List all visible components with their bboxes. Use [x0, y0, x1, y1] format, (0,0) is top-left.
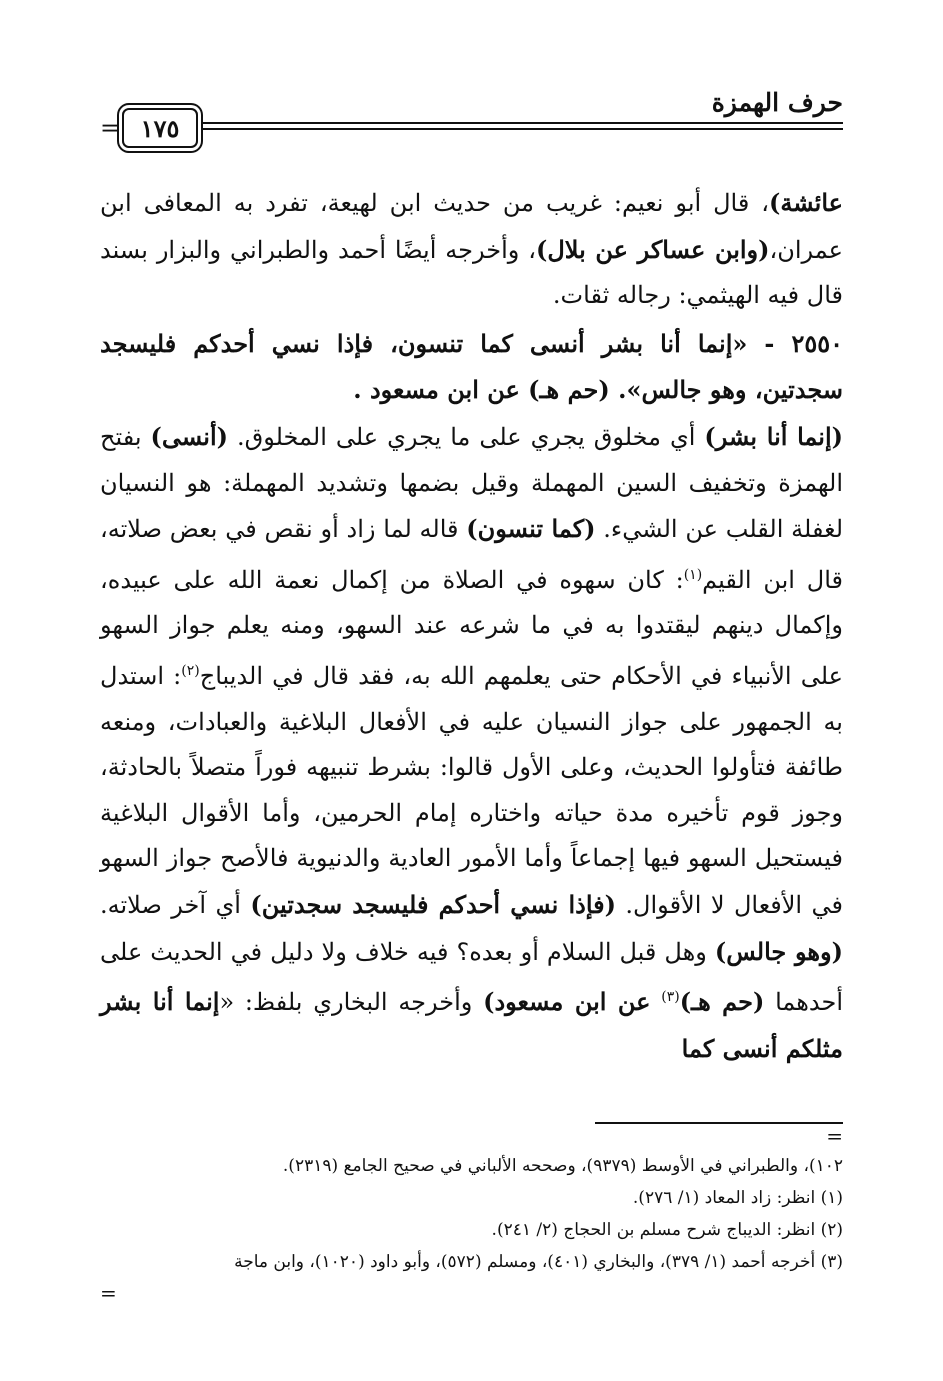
hadith-entry	[100, 321, 843, 414]
text-run: : كان سهوه في الصلاة من إكمال نعمة الله على عبيده، وإكمال دينهم ليقتدوا به في ما شرعه عند السهو، ومنه يعلم جواز السهو على الأنبياء في الأحكام حتى يعلمهم الله به، فقد قال في الديباج	[100, 565, 843, 690]
source-abbrev: (حم هـ)	[679, 987, 765, 1017]
quoted-phrase: (فإذا نسي أحدكم فليسجد سجدتين)	[250, 889, 616, 919]
text-run: أي آخر صلاته.	[100, 890, 251, 919]
commentary-paragraph	[100, 414, 843, 1072]
text-run: وأخرجه البخاري بلفظ: «	[219, 988, 484, 1017]
text-run: أي مخلوق يجري على ما يجري على المخلوق.	[228, 422, 705, 451]
footnote-end-mark: =	[100, 1281, 117, 1305]
quoted-phrase: (وهو جالس)	[714, 936, 843, 966]
paragraph-continuation	[100, 180, 843, 319]
footnote-continuation-mark: =	[826, 1124, 843, 1148]
text-run: ، وأخرجه أيضًا أحمد والطبراني والبزار بسند قال فيه الهيثمي: رجاله ثقات.	[100, 235, 843, 310]
quoted-phrase: (إنما أنا بشر)	[704, 421, 843, 451]
footnote-ref-3: (٣)	[661, 989, 680, 1006]
text-run: ، قال أبو نعيم: غريب من حديث ابن لهيعة، تفرد به المعافى ابن عمران،	[100, 189, 843, 264]
text-run: : استدل به الجمهور على جواز النسيان عليه في الأفعال البلاغية والعبادات، ومنعه طائفة فتأولوا الحديث، وعلى الأول قالوا: بشرط تنبيهه فوراً متصلاً بالحادثة، وجوز قوم تأخيره مدة حياته واختاره إمام الحرمين، وأما الأقوال البلاغية فيستحيل السهو فيها إجماعاً وأما الأمور العادية والدنيوية فالأصح جواز السهو في الأفعال لا الأقوال.	[100, 661, 844, 919]
bold-phrase: عائشة)	[769, 188, 843, 217]
footnote-3: (٣) أخرجه أحمد (١/ ٣٧٩)، والبخاري (٤٠١)، ومسلم (٥٧٢)، وأبو داود (١٠٢٠)، وابن ماجة	[234, 1252, 843, 1272]
footnote-continued: ١٠٢)، والطبراني في الأوسط (٩٣٧٩)، وصححه الألباني في صحيح الجامع (٢٣١٩).	[282, 1156, 843, 1176]
bold-phrase: (وابن عساكر عن بلال)	[535, 234, 770, 264]
footnote-separator	[595, 1122, 843, 1124]
page-number: ١٧٥	[122, 108, 198, 148]
text-run: وهل قبل السلام أو بعده؟ فيه خلاف ولا دليل في الحديث على أحدهما	[100, 937, 844, 1017]
footnote-ref-1: (١)	[683, 566, 703, 583]
footnotes	[100, 1150, 843, 1278]
header-double-rule	[203, 122, 843, 130]
quoted-phrase: (كما تنسون)	[466, 514, 596, 544]
hadith-text: ٢٥٥٠ - «إنما أنا بشر أنسى كما تنسون، فإذا نسي أحدكم فليسجد سجدتين، وهو جالس». (حم هـ) عن ابن مسعود .	[100, 328, 843, 405]
source-narrator: عن ابن مسعود)	[483, 987, 651, 1017]
quoted-hadith: إنما أنا بشر مثلكم أنسى كما	[100, 987, 843, 1063]
footnote-1: (١) انظر: زاد المعاد (١/ ٢٧٦).	[632, 1188, 843, 1208]
text-run: بفتح الهمزة وتخفيف السين المهملة وقيل بضمها وتشديد المهملة: هو النسيان لغفلة القلب عن الشيء.	[100, 422, 844, 544]
header-continuation-mark: =	[100, 114, 121, 142]
main-text	[100, 180, 843, 1072]
footnote-ref-2: (٢)	[181, 662, 200, 679]
text-run: قاله لما زاد أو نقص في بعض صلاته، قال ابن القيم	[100, 515, 843, 594]
quoted-phrase: (أنسى)	[150, 421, 228, 451]
footnote-2: (٢) انظر: الديباج شرح مسلم بن الحجاج (٢/ ٢٤١).	[491, 1220, 843, 1240]
running-title: حرف الهمزة	[711, 88, 843, 117]
text-run	[650, 988, 661, 1016]
